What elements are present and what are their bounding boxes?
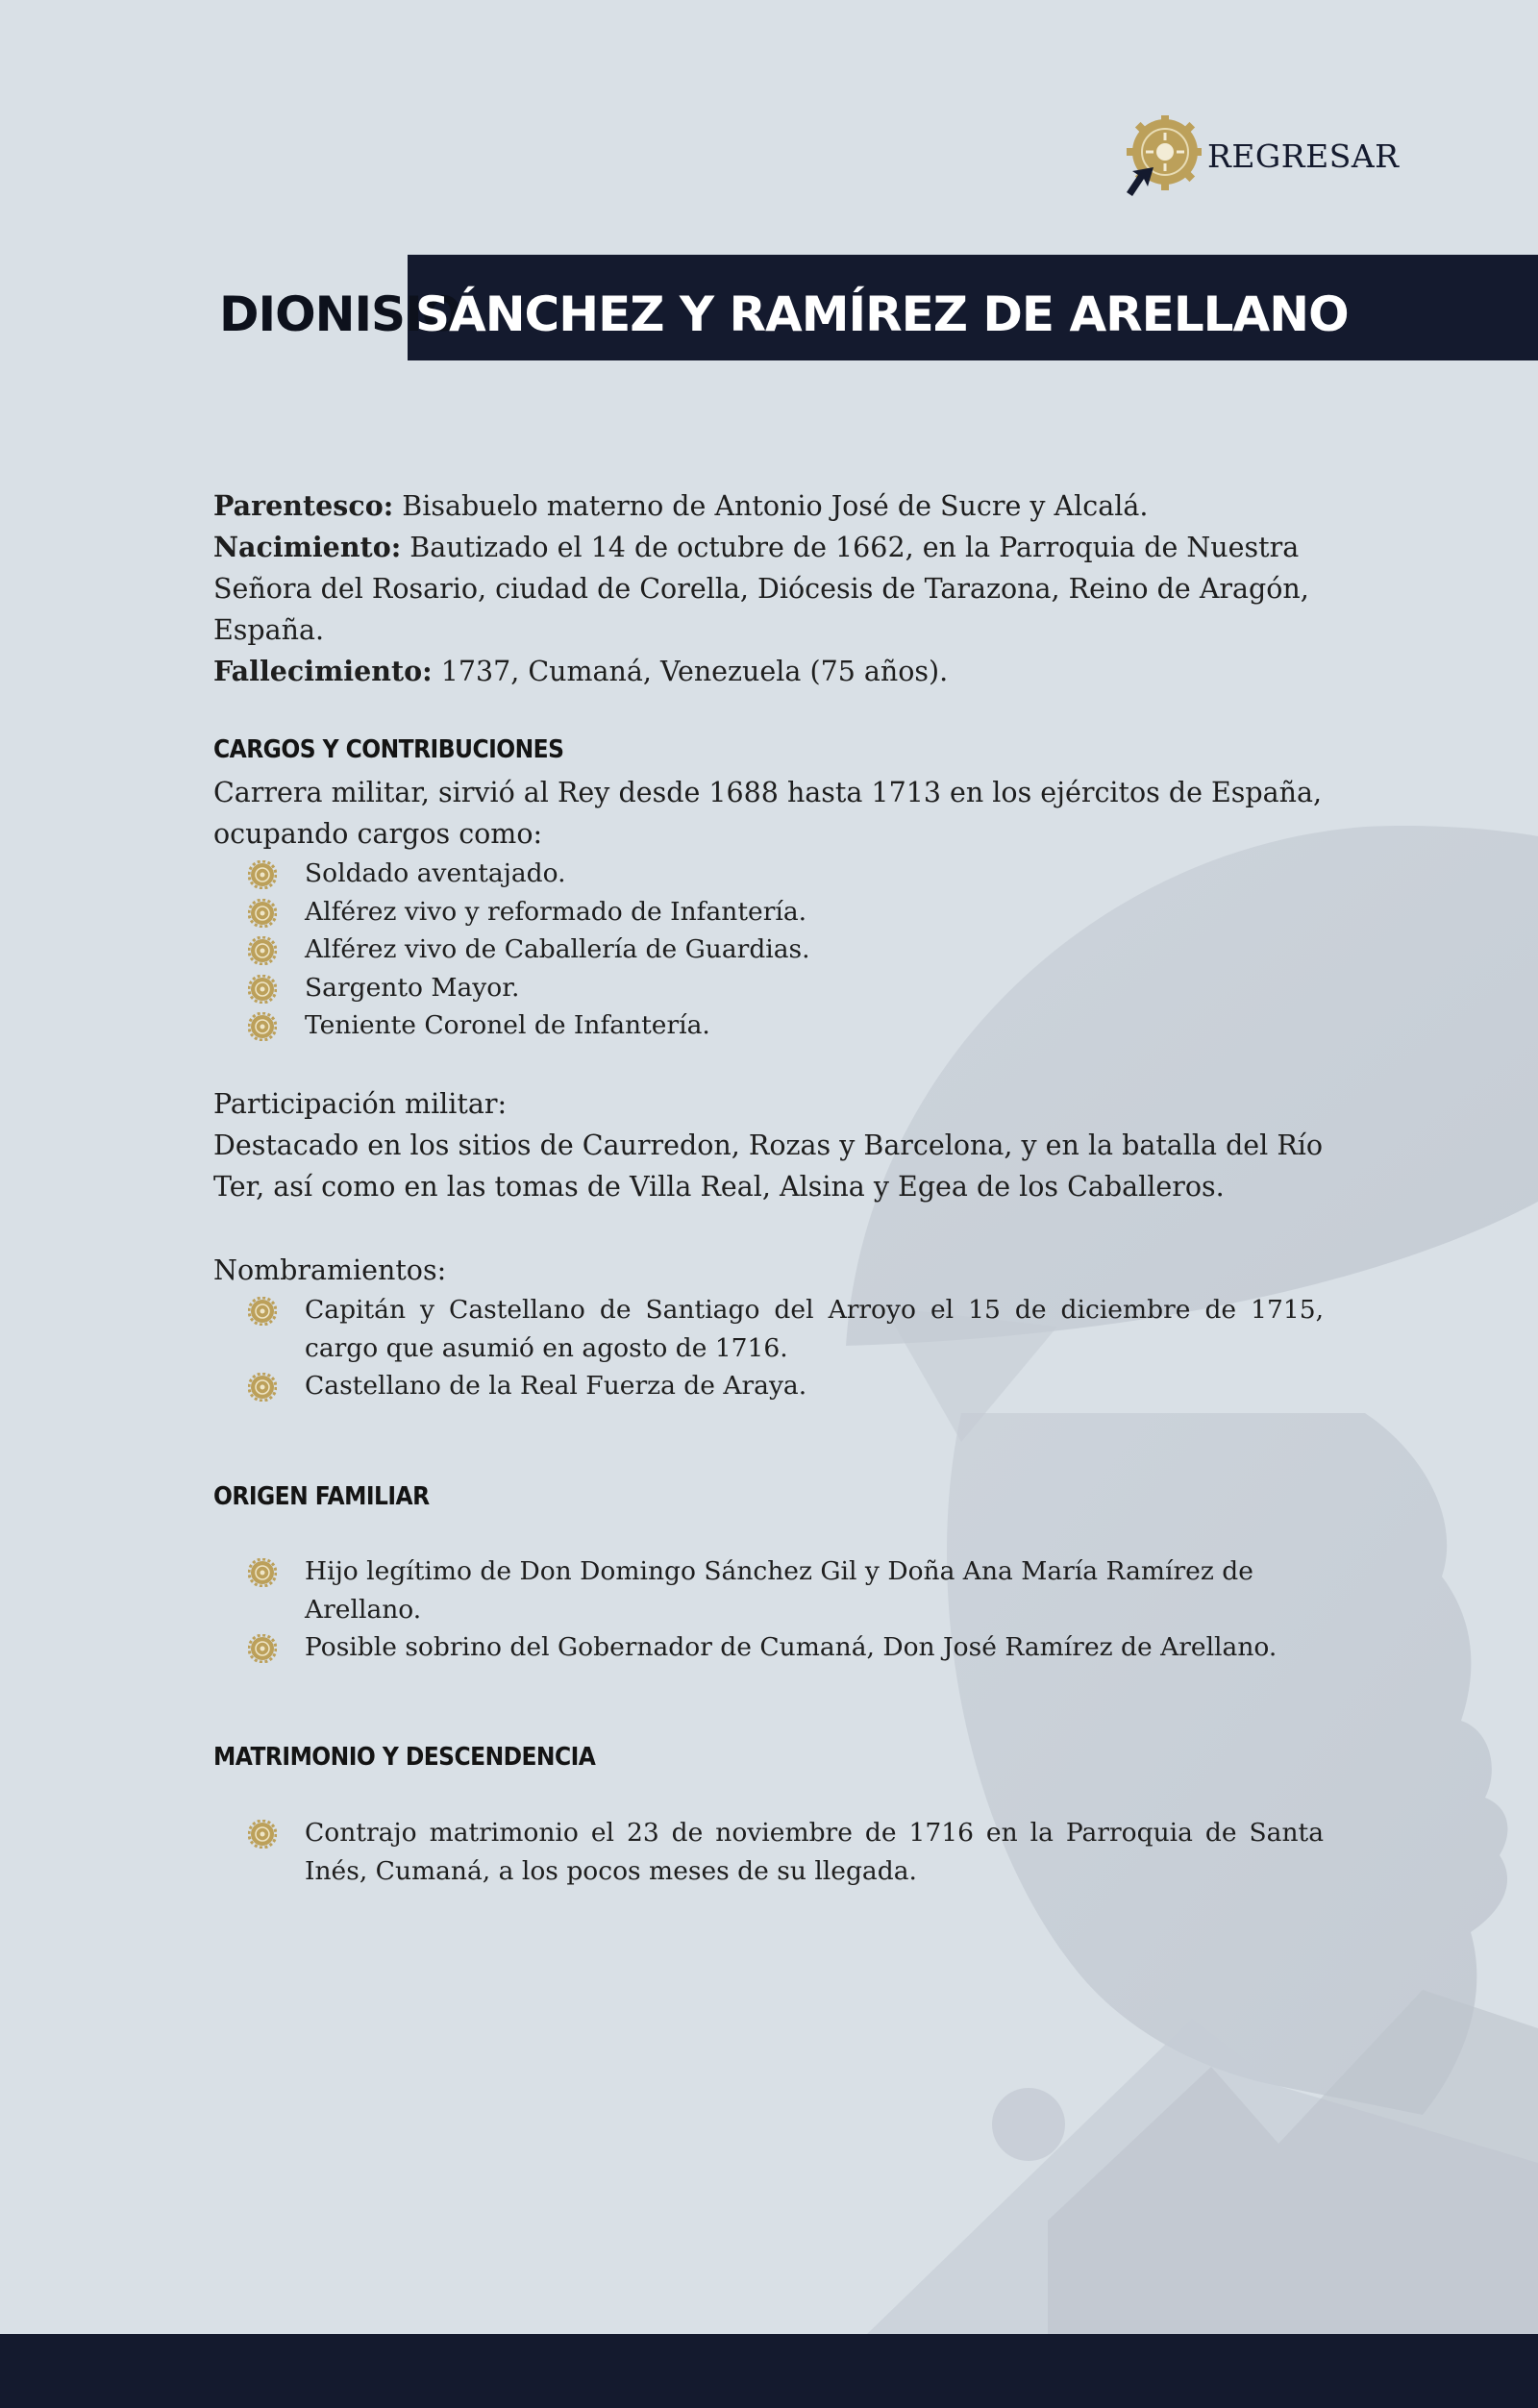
gold-gear-bullet-icon — [248, 1373, 277, 1402]
section-heading-matrimonio: MATRIMONIO Y DESCENDENCIA — [213, 1743, 596, 1772]
list-item: Hijo legítimo de Don Domingo Sánchez Gil y Doña Ana María Ramírez de Arellano. — [213, 1552, 1324, 1628]
nombramientos-block — [213, 1250, 1324, 1405]
participacion-text: Destacado en los sitios de Caurredon, Rozas y Barcelona, y en la batalla del Río Ter, así como en las tomas de Villa Real, Alsina y Egea de los Caballeros. — [213, 1130, 1324, 1203]
page-title-surname: SÁNCHEZ Y RAMÍREZ DE ARELLANO — [415, 286, 1349, 342]
list-item: Contrajo matrimonio el 23 de noviembre de 1716 en la Parroquia de Santa Inés, Cumaná, a los pocos meses de su llegada. — [213, 1814, 1324, 1890]
gold-gear-bullet-icon — [248, 1012, 277, 1041]
cargos-intro: Carrera militar, sirvió al Rey desde 1688 hasta 1713 en los ejércitos de España, ocupando cargos como: — [213, 777, 1323, 850]
nacimiento-label: Nacimiento: — [213, 531, 402, 563]
list-item: Alférez vivo de Caballería de Guardias. — [213, 931, 1324, 969]
fallecimiento-line — [213, 651, 1324, 692]
page-title-first-name: DIONISIO — [219, 286, 462, 342]
parentesco-line — [213, 485, 1324, 527]
matrimonio-list — [213, 1814, 1324, 1890]
list-item: Teniente Coronel de Infantería. — [213, 1006, 1324, 1045]
nacimiento-value: Bautizado el 14 de octubre de 1662, en la Parroquia de Nuestra Señora del Rosario, ciudad de Corella, Diócesis de Tarazona, Reino de Aragón, España. — [213, 532, 1309, 646]
gold-gear-bullet-icon — [248, 899, 277, 928]
gold-gear-bullet-icon — [248, 1297, 277, 1326]
bio-block — [213, 485, 1324, 692]
gold-gear-bullet-icon — [248, 1634, 277, 1663]
fallecimiento-label: Fallecimiento: — [213, 655, 433, 687]
matrimonio-block — [213, 1814, 1324, 1890]
nombramientos-label: Nombramientos: — [213, 1254, 447, 1286]
fallecimiento-value: 1737, Cumaná, Venezuela (75 años). — [432, 656, 949, 687]
list-item: Capitán y Castellano de Santiago del Arroyo el 15 de diciembre de 1715, cargo que asumió en agosto de 1716. — [213, 1291, 1324, 1367]
participacion-block — [213, 1083, 1324, 1207]
parentesco-value: Bisabuelo materno de Antonio José de Sucre y Alcalá. — [393, 490, 1149, 522]
section-heading-origen: ORIGEN FAMILIAR — [213, 1482, 430, 1511]
cargos-list — [213, 855, 1324, 1045]
list-item: Soldado aventajado. — [213, 855, 1324, 893]
gold-gear-bullet-icon — [248, 975, 277, 1004]
list-item: Posible sobrino del Gobernador de Cumaná, Don José Ramírez de Arellano. — [213, 1628, 1324, 1667]
footer-bar — [0, 2334, 1538, 2408]
parentesco-label: Parentesco: — [213, 489, 394, 522]
gold-gear-bullet-icon — [248, 1558, 277, 1587]
origen-block — [213, 1552, 1324, 1667]
gear-cursor-icon — [1121, 115, 1202, 196]
section-heading-cargos: CARGOS Y CONTRIBUCIONES — [213, 735, 564, 764]
origen-list — [213, 1552, 1324, 1667]
gold-gear-bullet-icon — [248, 860, 277, 889]
nombramientos-list — [213, 1291, 1324, 1405]
nacimiento-line — [213, 527, 1324, 651]
back-label[interactable]: REGRESAR — [1207, 137, 1400, 175]
cargos-block — [213, 772, 1324, 1045]
back-button[interactable] — [1121, 117, 1400, 194]
list-item: Castellano de la Real Fuerza de Araya. — [213, 1367, 1324, 1405]
gold-gear-bullet-icon — [248, 1820, 277, 1849]
list-item: Sargento Mayor. — [213, 969, 1324, 1007]
list-item: Alférez vivo y reformado de Infantería. — [213, 893, 1324, 931]
gold-gear-bullet-icon — [248, 936, 277, 965]
participacion-label: Participación militar: — [213, 1088, 508, 1120]
